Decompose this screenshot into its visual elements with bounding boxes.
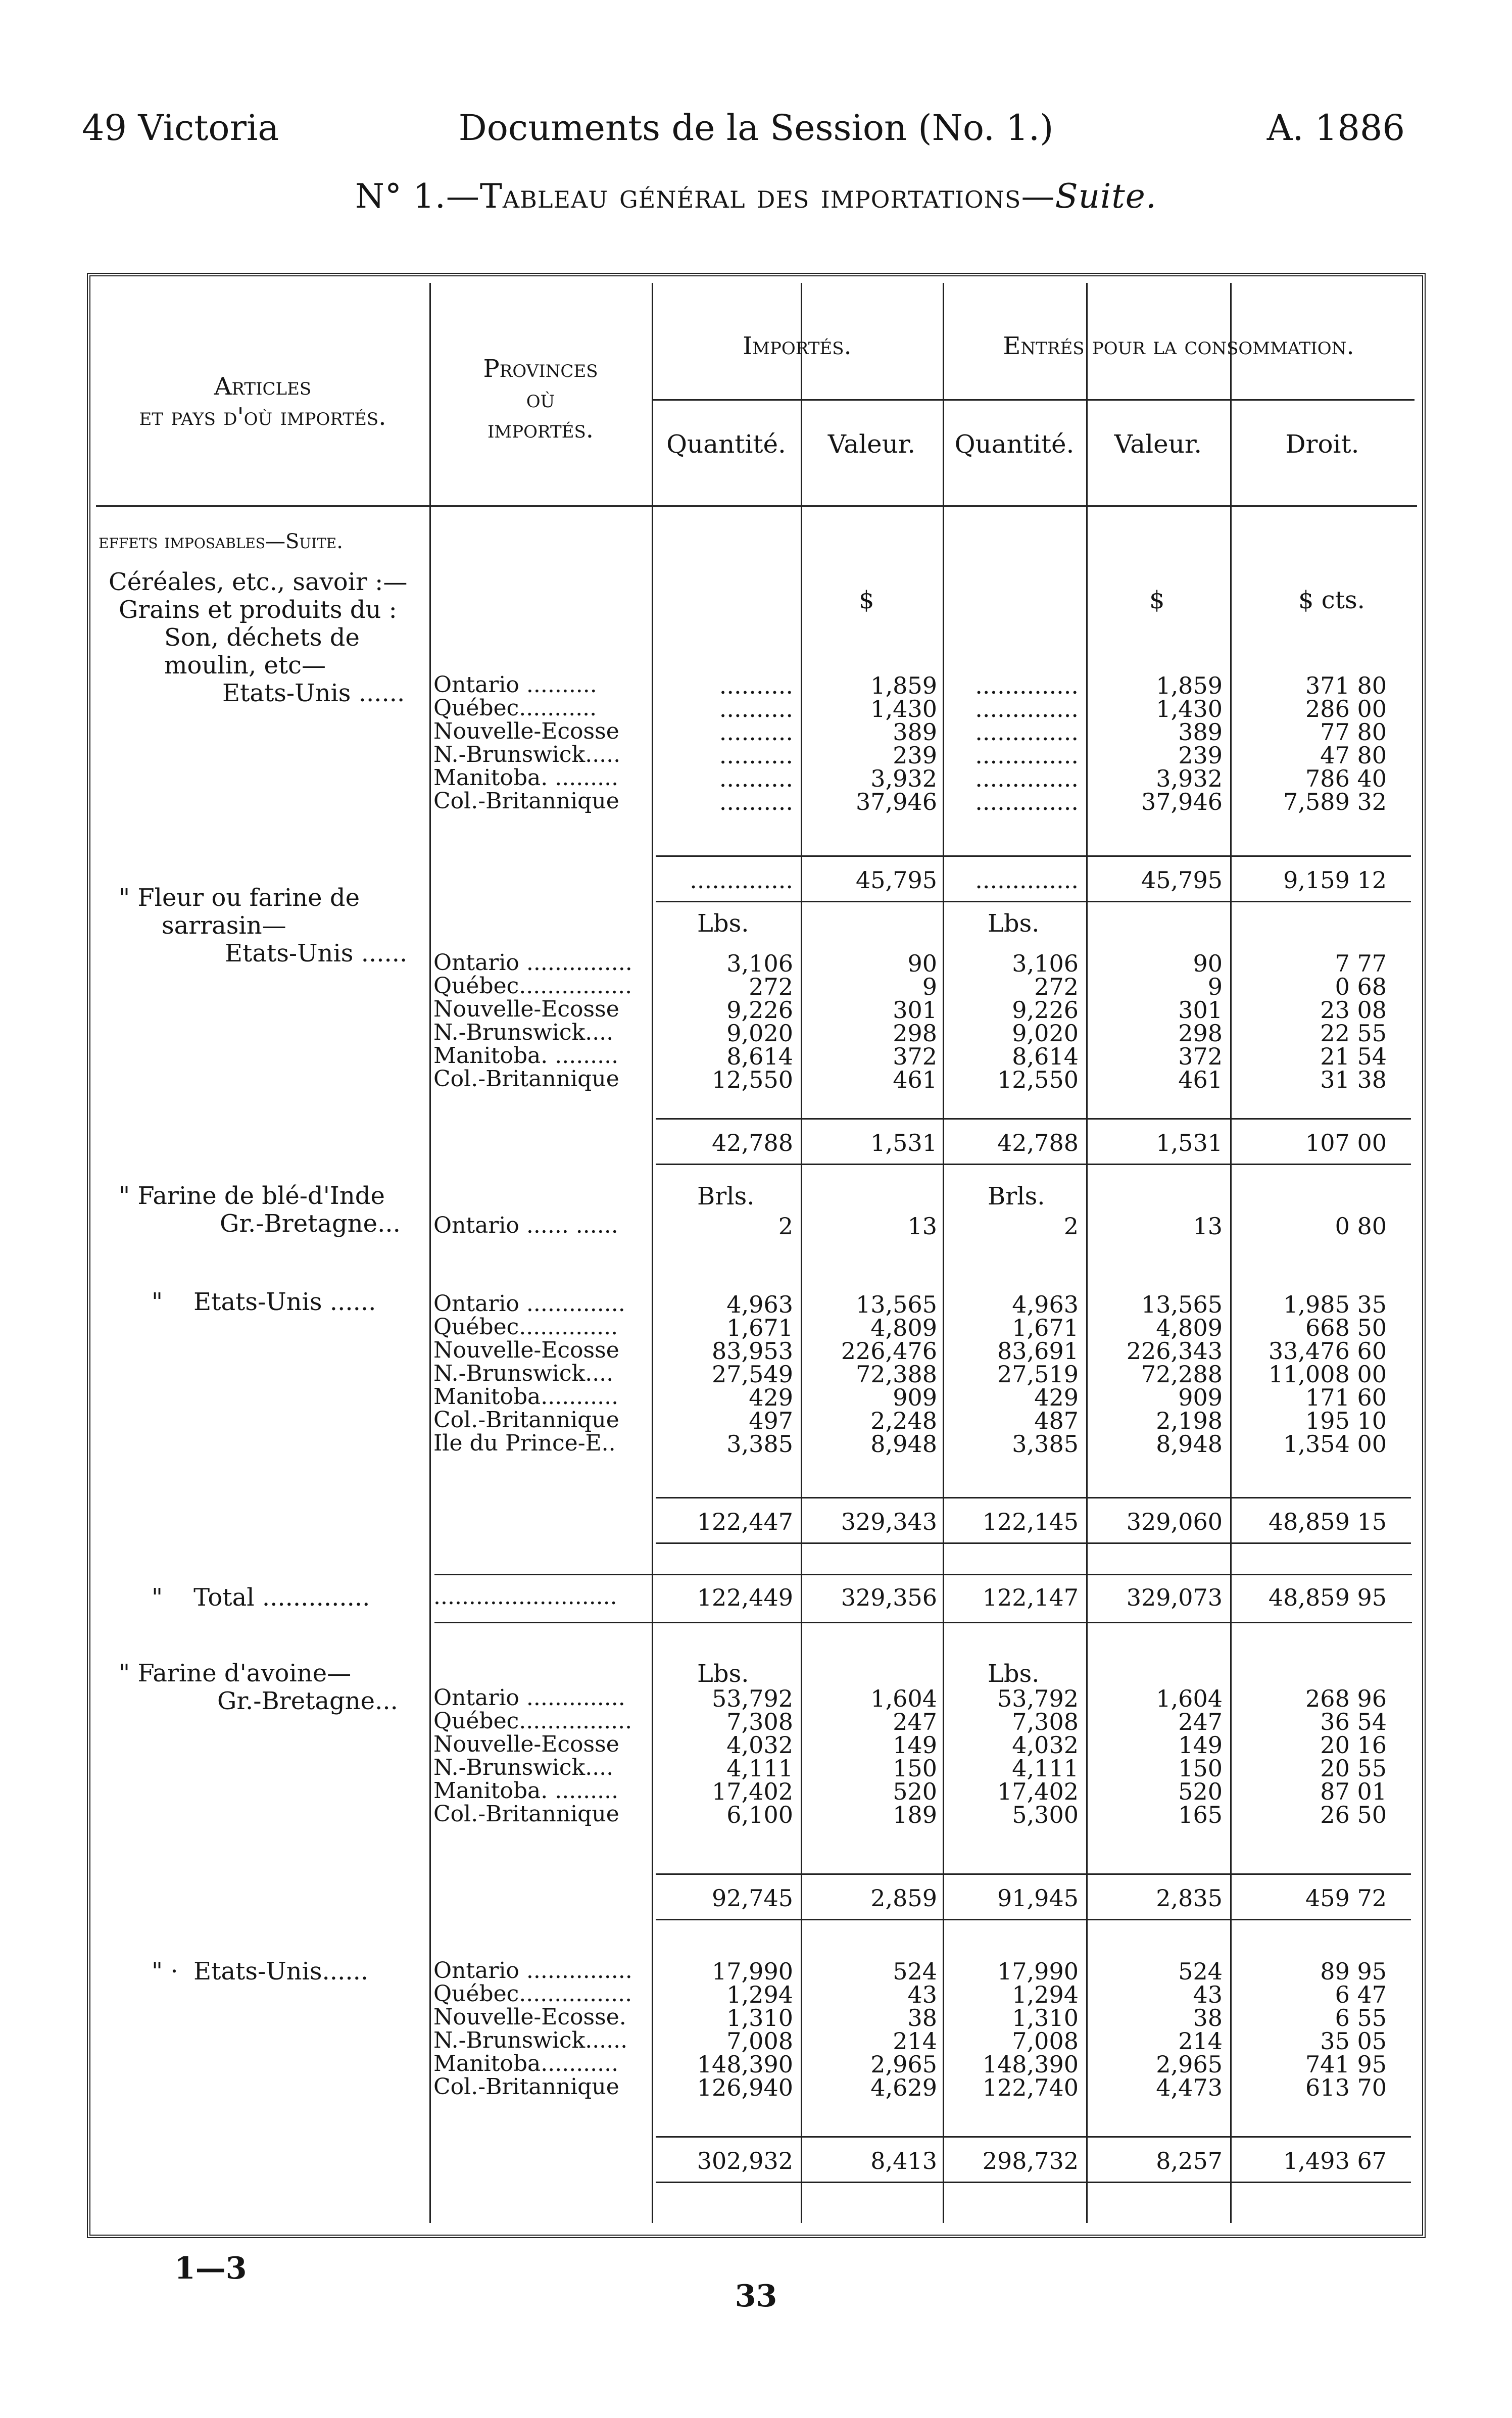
total-cell-d: 48,859 15 bbox=[1268, 1508, 1387, 1535]
header-bottom-rule bbox=[96, 505, 1417, 509]
value-cell-d: 23 08 bbox=[1320, 996, 1387, 1024]
sarrasin-line2: sarrasin— bbox=[162, 911, 286, 940]
grand-total-v2: 329,073 bbox=[1126, 1584, 1223, 1611]
province-cell: Col.-Britannique bbox=[433, 1801, 619, 1827]
grand-total-q2: 122,147 bbox=[982, 1584, 1079, 1611]
value-cell-q2: 83,691 bbox=[997, 1337, 1079, 1365]
value-cell-d: 77 80 bbox=[1320, 718, 1387, 746]
col-articles-line2: et pays d'où importés. bbox=[139, 403, 386, 431]
value-cell-v2: 149 bbox=[1178, 1731, 1223, 1759]
avoine-line2: Gr.-Bretagne... bbox=[217, 1687, 398, 1715]
total-cell-v1: 2,859 bbox=[870, 1884, 937, 1912]
value-cell-q1: 148,390 bbox=[697, 2051, 793, 2078]
value-cell-v2: 1,859 bbox=[1156, 672, 1223, 699]
value-cell-q1: .......... bbox=[719, 788, 793, 815]
total-cell-v2: 8,257 bbox=[1156, 2147, 1223, 2174]
value-cell-v1: 3,932 bbox=[870, 765, 937, 792]
section-total: " Total .............. bbox=[152, 1583, 370, 1612]
value-cell-q1: 126,940 bbox=[697, 2074, 793, 2101]
value-cell-v1: 13 bbox=[907, 1213, 937, 1240]
value-cell-q2: 5,300 bbox=[1012, 1801, 1079, 1828]
province-cell: Nouvelle-Ecosse. bbox=[433, 2004, 626, 2030]
value-cell-q2: 53,792 bbox=[997, 1685, 1079, 1712]
value-cell-v2: 389 bbox=[1178, 718, 1223, 746]
value-cell-d: 613 70 bbox=[1305, 2074, 1387, 2101]
value-cell-v2: 2,965 bbox=[1156, 2051, 1223, 2078]
total-cell-q2: 91,945 bbox=[997, 1884, 1079, 1912]
section-bleinde-us: " Etats-Unis ...... bbox=[152, 1288, 376, 1316]
value-cell-q2: 8,614 bbox=[1012, 1043, 1079, 1070]
value-cell-q1: 1,294 bbox=[726, 1981, 793, 2008]
value-cell-q2: 429 bbox=[1034, 1384, 1079, 1411]
grand-total-v1: 329,356 bbox=[841, 1584, 937, 1611]
value-cell-q2: 122,740 bbox=[982, 2074, 1079, 2101]
col-importes: Importés. bbox=[743, 332, 852, 360]
unit-dollar-cons: $ bbox=[1149, 586, 1165, 614]
running-head-right: A. 1886 bbox=[1266, 107, 1405, 149]
cereales-line5: Etats-Unis ...... bbox=[222, 679, 405, 707]
value-cell-v1: 2,965 bbox=[870, 2051, 937, 2078]
value-cell-v1: 520 bbox=[893, 1778, 937, 1805]
value-cell-q1: 53,792 bbox=[712, 1685, 793, 1712]
value-cell-q2: 12,550 bbox=[997, 1066, 1079, 1093]
value-cell-v2: 1,430 bbox=[1156, 695, 1223, 722]
value-cell-q1: .......... bbox=[719, 718, 793, 746]
value-cell-q2: 1,310 bbox=[1012, 2004, 1079, 2032]
province-cell: N.-Brunswick.... bbox=[433, 1361, 614, 1386]
total-rule bbox=[656, 1497, 1411, 1498]
unit-lbs: Lbs. bbox=[697, 1660, 749, 1688]
total-cell-d: 1,493 67 bbox=[1283, 2147, 1387, 2174]
value-cell-q2: .............. bbox=[975, 695, 1079, 722]
value-cell-v1: 4,629 bbox=[870, 2074, 937, 2101]
total-rule bbox=[656, 2182, 1411, 2183]
value-cell-d: 1,354 00 bbox=[1283, 1430, 1387, 1458]
bleinde-line2: Gr.-Bretagne... bbox=[220, 1210, 401, 1238]
value-cell-d: 22 55 bbox=[1320, 1020, 1387, 1047]
value-cell-v1: 461 bbox=[893, 1066, 937, 1093]
col-droit: Droit. bbox=[1285, 429, 1359, 459]
col-provinces-line2: où bbox=[526, 385, 555, 413]
value-cell-q2: 17,402 bbox=[997, 1778, 1079, 1805]
value-cell-v2: 461 bbox=[1178, 1066, 1223, 1093]
total-cell-q1: 92,745 bbox=[712, 1884, 793, 1912]
section-bleinde-gb bbox=[119, 1182, 401, 1238]
value-cell-q2: 9,226 bbox=[1012, 996, 1079, 1024]
col-rule bbox=[429, 283, 431, 2223]
value-cell-q2: .............. bbox=[975, 765, 1079, 792]
value-cell-d: 741 95 bbox=[1305, 2051, 1387, 2078]
total-cell-q2: 42,788 bbox=[997, 1129, 1079, 1156]
value-cell-d: 35 05 bbox=[1320, 2027, 1387, 2055]
value-cell-v2: 150 bbox=[1178, 1755, 1223, 1782]
value-cell-v2: 13 bbox=[1193, 1213, 1223, 1240]
value-cell-v1: 4,809 bbox=[870, 1314, 937, 1341]
province-cell: N.-Brunswick...... bbox=[433, 2027, 628, 2053]
value-cell-v2: 3,932 bbox=[1156, 765, 1223, 792]
value-cell-v2: 72,288 bbox=[1141, 1361, 1223, 1388]
value-cell-v2: 214 bbox=[1178, 2027, 1223, 2055]
col-rule bbox=[801, 283, 802, 2223]
value-cell-v2: 4,809 bbox=[1156, 1314, 1223, 1341]
title-suffix: Suite. bbox=[1055, 177, 1157, 216]
col-quantite-imp: Quantité. bbox=[666, 429, 786, 459]
value-cell-v1: 909 bbox=[893, 1384, 937, 1411]
value-cell-q2: 7,008 bbox=[1012, 2027, 1079, 2055]
value-cell-d: 21 54 bbox=[1320, 1043, 1387, 1070]
sarrasin-line1: " Fleur ou farine de bbox=[119, 884, 360, 912]
province-cell: Col.-Britannique bbox=[433, 2074, 619, 2100]
total-cell-q1: 122,447 bbox=[697, 1508, 793, 1535]
value-cell-q2: 4,963 bbox=[1012, 1291, 1079, 1318]
value-cell-v1: 9 bbox=[922, 973, 937, 1000]
value-cell-q1: 429 bbox=[749, 1384, 793, 1411]
value-cell-v1: 301 bbox=[893, 996, 937, 1024]
province-cell: Manitoba........... bbox=[433, 1384, 619, 1410]
value-cell-v2: 524 bbox=[1178, 1958, 1223, 1985]
value-cell-v2: 239 bbox=[1178, 742, 1223, 769]
cereales-line3: Son, déchets de bbox=[164, 623, 360, 652]
value-cell-v2: 37,946 bbox=[1141, 788, 1223, 815]
unit-dollar-cts: $ cts. bbox=[1298, 586, 1365, 614]
province-cell: Ontario ...... ...... bbox=[433, 1213, 618, 1238]
province-cell: Québec................ bbox=[433, 973, 632, 999]
col-rule bbox=[1086, 283, 1088, 2223]
value-cell-d: 268 96 bbox=[1305, 1685, 1387, 1712]
total-rule bbox=[434, 1622, 1412, 1623]
total-cell-d: 459 72 bbox=[1305, 1884, 1387, 1912]
page-number: 33 bbox=[735, 2279, 777, 2314]
value-cell-q1: .......... bbox=[719, 742, 793, 769]
total-cell-v2: 329,060 bbox=[1126, 1508, 1223, 1535]
value-cell-v2: 909 bbox=[1178, 1384, 1223, 1411]
value-cell-q1: 7,008 bbox=[726, 2027, 793, 2055]
table-title bbox=[0, 177, 1512, 216]
value-cell-v2: 372 bbox=[1178, 1043, 1223, 1070]
value-cell-d: 26 50 bbox=[1320, 1801, 1387, 1828]
total-rule bbox=[656, 1873, 1411, 1875]
value-cell-q1: 497 bbox=[749, 1407, 793, 1434]
value-cell-d: 1,985 35 bbox=[1283, 1291, 1387, 1318]
value-cell-v1: 389 bbox=[893, 718, 937, 746]
value-cell-q2: .............. bbox=[975, 788, 1079, 815]
value-cell-v2: 165 bbox=[1178, 1801, 1223, 1828]
bleinde-line1: " Farine de blé-d'Inde bbox=[119, 1182, 385, 1210]
value-cell-q1: 9,020 bbox=[726, 1020, 793, 1047]
value-cell-q2: 3,106 bbox=[1012, 950, 1079, 977]
total-cell-q1: .............. bbox=[690, 866, 793, 894]
value-cell-q2: .............. bbox=[975, 672, 1079, 699]
province-cell: N.-Brunswick.... bbox=[433, 1755, 614, 1780]
col-articles bbox=[96, 371, 429, 432]
value-cell-v1: 239 bbox=[893, 742, 937, 769]
value-cell-q1: 1,671 bbox=[726, 1314, 793, 1341]
value-cell-v1: 13,565 bbox=[856, 1291, 937, 1318]
province-cell: Ontario ............... bbox=[433, 1958, 632, 1984]
value-cell-q2: 2 bbox=[1063, 1213, 1079, 1240]
value-cell-d: 0 80 bbox=[1335, 1213, 1387, 1240]
total-cell-q2: .............. bbox=[975, 866, 1079, 894]
value-cell-q1: 272 bbox=[749, 973, 793, 1000]
signature-mark: 1—3 bbox=[174, 2251, 247, 2286]
cereales-line1: Céréales, etc., savoir :— bbox=[109, 568, 408, 596]
value-cell-q1: 3,106 bbox=[726, 950, 793, 977]
value-cell-q1: 17,402 bbox=[712, 1778, 793, 1805]
value-cell-q2: .............. bbox=[975, 742, 1079, 769]
value-cell-d: 36 54 bbox=[1320, 1708, 1387, 1735]
value-cell-q2: .............. bbox=[975, 718, 1079, 746]
province-cell: Québec........... bbox=[433, 695, 597, 721]
total-rule bbox=[656, 855, 1411, 857]
value-cell-q2: 3,385 bbox=[1012, 1430, 1079, 1458]
value-cell-d: 33,476 60 bbox=[1268, 1337, 1387, 1365]
province-cell: Nouvelle-Ecosse bbox=[433, 996, 619, 1022]
total-cell-v1: 329,343 bbox=[841, 1508, 937, 1535]
total-rule bbox=[656, 901, 1411, 902]
province-cell: Manitoba. ......... bbox=[433, 1043, 619, 1069]
value-cell-d: 87 01 bbox=[1320, 1778, 1387, 1805]
value-cell-v2: 2,198 bbox=[1156, 1407, 1223, 1434]
total-cell-d: 9,159 12 bbox=[1283, 866, 1387, 894]
value-cell-d: 286 00 bbox=[1305, 695, 1387, 722]
section-avoine-gb bbox=[119, 1660, 398, 1715]
province-cell: Nouvelle-Ecosse bbox=[433, 1337, 619, 1363]
value-cell-v1: 149 bbox=[893, 1731, 937, 1759]
total-rule bbox=[656, 1164, 1411, 1165]
value-cell-q1: .......... bbox=[719, 695, 793, 722]
title-main: Tableau général des importations— bbox=[479, 177, 1055, 216]
total-cell-v2: 2,835 bbox=[1156, 1884, 1223, 1912]
grand-total-q1: 122,449 bbox=[697, 1584, 793, 1611]
total-cell-v1: 1,531 bbox=[870, 1129, 937, 1156]
value-cell-d: 668 50 bbox=[1305, 1314, 1387, 1341]
value-cell-q1: .......... bbox=[719, 765, 793, 792]
province-cell: Ontario ............... bbox=[433, 950, 632, 976]
value-cell-q2: 487 bbox=[1034, 1407, 1079, 1434]
value-cell-q1: 2 bbox=[778, 1213, 793, 1240]
value-cell-q1: 6,100 bbox=[726, 1801, 793, 1828]
value-cell-q1: 1,310 bbox=[726, 2004, 793, 2032]
total-rule bbox=[656, 2136, 1411, 2138]
value-cell-v1: 226,476 bbox=[841, 1337, 937, 1365]
value-cell-q1: 83,953 bbox=[712, 1337, 793, 1365]
value-cell-d: 0 68 bbox=[1335, 973, 1387, 1000]
value-cell-d: 31 38 bbox=[1320, 1066, 1387, 1093]
title-prefix: N° 1.— bbox=[355, 177, 480, 216]
value-cell-v1: 1,430 bbox=[870, 695, 937, 722]
value-cell-v2: 13,565 bbox=[1141, 1291, 1223, 1318]
value-cell-d: 11,008 00 bbox=[1268, 1361, 1387, 1388]
col-articles-line1: Articles bbox=[214, 372, 312, 401]
value-cell-v1: 298 bbox=[893, 1020, 937, 1047]
unit-brls: Brls. bbox=[988, 1182, 1045, 1211]
value-cell-q1: 4,963 bbox=[726, 1291, 793, 1318]
value-cell-v2: 90 bbox=[1193, 950, 1223, 977]
col-rule bbox=[943, 283, 944, 2223]
total-rule bbox=[656, 1919, 1411, 1920]
value-cell-v2: 9 bbox=[1207, 973, 1223, 1000]
value-cell-d: 20 16 bbox=[1320, 1731, 1387, 1759]
province-cell: Nouvelle-Ecosse bbox=[433, 1731, 619, 1757]
unit-lbs: Lbs. bbox=[988, 1660, 1040, 1688]
value-cell-q2: 272 bbox=[1034, 973, 1079, 1000]
value-cell-q1: 8,614 bbox=[726, 1043, 793, 1070]
section-effets: effets imposables—Suite. bbox=[99, 530, 343, 553]
unit-lbs: Lbs. bbox=[988, 909, 1040, 938]
running-head-left: 49 Victoria bbox=[82, 107, 279, 149]
province-cell: Ontario .......... bbox=[433, 672, 597, 698]
province-cell: Col.-Britannique bbox=[433, 1066, 619, 1092]
value-cell-d: 7,589 32 bbox=[1283, 788, 1387, 815]
unit-lbs: Lbs. bbox=[697, 909, 749, 938]
value-cell-v2: 1,604 bbox=[1156, 1685, 1223, 1712]
cereales-line4: moulin, etc— bbox=[164, 651, 326, 680]
col-valeur-imp: Valeur. bbox=[827, 429, 916, 459]
col-rule bbox=[1230, 283, 1232, 2223]
value-cell-v1: 37,946 bbox=[856, 788, 937, 815]
value-cell-q1: 4,032 bbox=[726, 1731, 793, 1759]
value-cell-q2: 148,390 bbox=[982, 2051, 1079, 2078]
unit-dollar-imp: $ bbox=[859, 586, 874, 614]
value-cell-v1: 8,948 bbox=[870, 1430, 937, 1458]
value-cell-v1: 1,604 bbox=[870, 1685, 937, 1712]
value-cell-q1: .......... bbox=[719, 672, 793, 699]
value-cell-d: 89 95 bbox=[1320, 1958, 1387, 1985]
value-cell-v1: 72,388 bbox=[856, 1361, 937, 1388]
province-cell: Ile du Prince-E.. bbox=[433, 1430, 616, 1456]
province-cell: Manitoba. ......... bbox=[433, 1778, 619, 1804]
total-rule bbox=[656, 1118, 1411, 1120]
value-cell-v1: 247 bbox=[893, 1708, 937, 1735]
total-cell-v1: 45,795 bbox=[856, 866, 937, 894]
province-cell: Ontario .............. bbox=[433, 1685, 625, 1711]
value-cell-q1: 7,308 bbox=[726, 1708, 793, 1735]
value-cell-q2: 4,111 bbox=[1012, 1755, 1079, 1782]
total-cell-q1: 42,788 bbox=[712, 1129, 793, 1156]
value-cell-q1: 12,550 bbox=[712, 1066, 793, 1093]
value-cell-v1: 372 bbox=[893, 1043, 937, 1070]
province-cell: Col.-Britannique bbox=[433, 788, 619, 814]
value-cell-q1: 27,549 bbox=[712, 1361, 793, 1388]
header-rule bbox=[652, 399, 1415, 401]
section-avoine-us: " · Etats-Unis...... bbox=[152, 1957, 369, 1986]
col-valeur-cons: Valeur. bbox=[1114, 429, 1202, 459]
unit-brls: Brls. bbox=[697, 1182, 755, 1211]
col-entres: Entrés pour la consommation. bbox=[1003, 332, 1354, 360]
col-quantite-cons: Quantité. bbox=[954, 429, 1075, 459]
value-cell-v2: 38 bbox=[1193, 2004, 1223, 2032]
value-cell-v1: 189 bbox=[893, 1801, 937, 1828]
value-cell-q1: 17,990 bbox=[712, 1958, 793, 1985]
col-provinces bbox=[429, 354, 652, 445]
total-cell-v2: 1,531 bbox=[1156, 1129, 1223, 1156]
value-cell-v1: 214 bbox=[893, 2027, 937, 2055]
sarrasin-line3: Etats-Unis ...... bbox=[225, 939, 408, 968]
value-cell-v1: 1,859 bbox=[870, 672, 937, 699]
province-cell: Québec................ bbox=[433, 1708, 632, 1734]
value-cell-v2: 301 bbox=[1178, 996, 1223, 1024]
value-cell-v1: 2,248 bbox=[870, 1407, 937, 1434]
total-cell-v2: 45,795 bbox=[1141, 866, 1223, 894]
total-cell-q2: 122,145 bbox=[982, 1508, 1079, 1535]
value-cell-d: 786 40 bbox=[1305, 765, 1387, 792]
total-cell-v1: 8,413 bbox=[870, 2147, 937, 2174]
value-cell-v1: 150 bbox=[893, 1755, 937, 1782]
province-cell: N.-Brunswick.... bbox=[433, 1020, 614, 1045]
value-cell-v1: 38 bbox=[907, 2004, 937, 2032]
col-provinces-line1: Provinces bbox=[483, 355, 598, 383]
value-cell-q1: 3,385 bbox=[726, 1430, 793, 1458]
value-cell-d: 6 55 bbox=[1335, 2004, 1387, 2032]
province-cell: Québec................ bbox=[433, 1981, 632, 2007]
value-cell-q2: 9,020 bbox=[1012, 1020, 1079, 1047]
value-cell-v2: 43 bbox=[1193, 1981, 1223, 2008]
value-cell-v2: 4,473 bbox=[1156, 2074, 1223, 2101]
province-cell: Nouvelle-Ecosse bbox=[433, 718, 619, 744]
value-cell-q1: 9,226 bbox=[726, 996, 793, 1024]
value-cell-d: 20 55 bbox=[1320, 1755, 1387, 1782]
value-cell-q2: 17,990 bbox=[997, 1958, 1079, 1985]
value-cell-d: 6 47 bbox=[1335, 1981, 1387, 2008]
total-cell-q1: 302,932 bbox=[697, 2147, 793, 2174]
value-cell-v1: 90 bbox=[907, 950, 937, 977]
total-cell-q2: 298,732 bbox=[982, 2147, 1079, 2174]
value-cell-v2: 226,343 bbox=[1126, 1337, 1223, 1365]
province-cell: Ontario .............. bbox=[433, 1291, 625, 1317]
col-provinces-line3: importés. bbox=[487, 415, 594, 444]
grand-total-d: 48,859 95 bbox=[1268, 1584, 1387, 1611]
value-cell-v2: 520 bbox=[1178, 1778, 1223, 1805]
value-cell-q1: 4,111 bbox=[726, 1755, 793, 1782]
section-cereales bbox=[109, 568, 427, 707]
value-cell-d: 7 77 bbox=[1335, 950, 1387, 977]
value-cell-d: 195 10 bbox=[1305, 1407, 1387, 1434]
value-cell-v2: 8,948 bbox=[1156, 1430, 1223, 1458]
running-head-center: Documents de la Session (No. 1.) bbox=[458, 107, 1054, 149]
value-cell-v2: 247 bbox=[1178, 1708, 1223, 1735]
total-cell-d: 107 00 bbox=[1305, 1129, 1387, 1156]
province-cell: .......................... bbox=[433, 1584, 617, 1610]
avoine-line1: " Farine d'avoine— bbox=[119, 1659, 352, 1687]
value-cell-v1: 524 bbox=[893, 1958, 937, 1985]
value-cell-q2: 1,671 bbox=[1012, 1314, 1079, 1341]
province-cell: Manitoba. ......... bbox=[433, 765, 619, 791]
col-rule bbox=[652, 283, 653, 2223]
value-cell-v2: 298 bbox=[1178, 1020, 1223, 1047]
total-rule bbox=[434, 1574, 1412, 1575]
value-cell-q2: 1,294 bbox=[1012, 1981, 1079, 2008]
province-cell: N.-Brunswick..... bbox=[433, 742, 621, 767]
province-cell: Col.-Britannique bbox=[433, 1407, 619, 1433]
value-cell-q2: 27,519 bbox=[997, 1361, 1079, 1388]
cereales-line2: Grains et produits du : bbox=[119, 596, 397, 624]
value-cell-q2: 4,032 bbox=[1012, 1731, 1079, 1759]
province-cell: Manitoba........... bbox=[433, 2051, 619, 2076]
value-cell-v1: 43 bbox=[907, 1981, 937, 2008]
total-rule bbox=[656, 1542, 1411, 1544]
value-cell-d: 47 80 bbox=[1320, 742, 1387, 769]
section-sarrasin bbox=[119, 884, 407, 968]
value-cell-d: 171 60 bbox=[1305, 1384, 1387, 1411]
value-cell-q2: 7,308 bbox=[1012, 1708, 1079, 1735]
value-cell-d: 371 80 bbox=[1305, 672, 1387, 699]
province-cell: Québec.............. bbox=[433, 1314, 618, 1340]
